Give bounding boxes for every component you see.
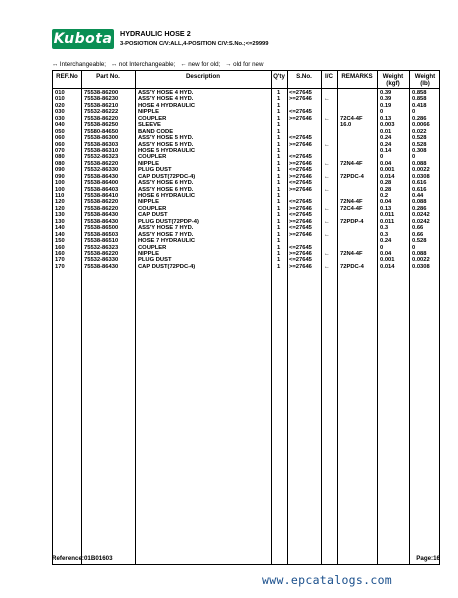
cell-part: 75538-86500	[84, 225, 119, 232]
cell-ref: 030	[55, 115, 65, 122]
cell-remarks: 72N4-4F	[340, 160, 363, 167]
cell-kgf: 0.011	[380, 218, 395, 225]
table-header	[53, 71, 439, 88]
col-header-weight-kgf: Weight (kgf)	[382, 73, 404, 87]
cell-desc: NIPPLE	[138, 160, 159, 167]
cell-desc: HOSE 4 HYDRAULIC	[138, 102, 196, 109]
legend-item: ← new for old;	[180, 61, 221, 68]
col-header-part: Part No.	[96, 73, 120, 80]
cell-lb: 0	[412, 109, 416, 116]
cell-lb: 0.858	[412, 90, 427, 96]
cell-ic: ←	[324, 160, 330, 167]
cell-desc: SLEEVE	[138, 122, 161, 129]
parts-table	[52, 70, 440, 565]
cell-qty: 1	[277, 263, 281, 270]
col-header-qty: Q'ty	[273, 73, 285, 80]
cell-sno: <=27645	[289, 212, 312, 219]
col-header-ic: I/C	[325, 73, 333, 80]
cell-kgf: 0.04	[380, 199, 392, 206]
cell-qty: 1	[277, 250, 281, 257]
cell-sno: >=27646	[289, 173, 312, 180]
cell-desc: COUPLER	[138, 154, 167, 161]
cell-part: 75538-86310	[84, 147, 119, 154]
cell-qty: 1	[277, 193, 281, 199]
cell-ref: 090	[55, 167, 65, 174]
cell-part: 75538-86220	[84, 205, 119, 212]
cell-kgf: 0.011	[380, 212, 395, 219]
cell-desc: HOSE 7 HYDRAULIC	[138, 238, 196, 245]
cell-qty: 1	[277, 122, 281, 129]
cell-desc: HOSE 5 HYDRAULIC	[138, 147, 196, 154]
cell-ref: 150	[55, 238, 65, 245]
cell-ref: 040	[55, 122, 65, 129]
cell-qty: 1	[277, 128, 281, 135]
cell-ic: ←	[324, 141, 330, 148]
cell-sno: <=27645	[289, 167, 312, 174]
cell-sno: >=27646	[289, 231, 312, 238]
cell-sno: >=27646	[289, 263, 312, 270]
cell-ref: 140	[55, 225, 65, 232]
col-header-remarks: REMARKS	[341, 73, 373, 80]
cell-remarks: 72PDP-4	[340, 218, 364, 225]
cell-kgf: 0	[380, 154, 384, 161]
cell-ic: ←	[324, 250, 330, 257]
cell-ref: 100	[55, 180, 65, 187]
page-subtitle: 3-POSIOTION C/V:ALL,4-POSITION C/V:S.No.;<=29999	[120, 41, 269, 47]
cell-ref: 160	[55, 250, 65, 257]
cell-kgf: 0.001	[380, 257, 395, 264]
cell-qty: 1	[277, 160, 281, 167]
cell-lb: 0.528	[412, 135, 427, 142]
cell-kgf: 0.39	[380, 96, 392, 103]
cell-remarks: 72PDC-4	[340, 173, 364, 180]
cell-sno: <=27645	[289, 90, 312, 96]
cell-desc: PLUG DUST	[138, 257, 172, 264]
cell-kgf: 0.2	[380, 193, 389, 199]
cell-kgf: 0.04	[380, 160, 392, 167]
cell-ref: 140	[55, 231, 65, 238]
cell-sno: >=27646	[289, 250, 312, 257]
cell-part: 75538-86503	[84, 231, 119, 238]
cell-desc: PLUG DUST	[138, 167, 172, 174]
cell-part: 75538-86220	[84, 115, 119, 122]
cell-qty: 1	[277, 102, 281, 109]
col-header-description: Description	[185, 73, 221, 80]
cell-sno: <=27645	[289, 225, 312, 232]
cell-qty: 1	[277, 231, 281, 238]
col-header-ref: REF.No	[56, 73, 78, 80]
cell-kgf: 0.01	[380, 128, 392, 135]
cell-kgf: 0.19	[380, 102, 392, 109]
cell-ic: ←	[324, 205, 330, 212]
cell-part: 75538-86430	[84, 263, 119, 270]
cell-qty: 1	[277, 109, 281, 116]
cell-ref: 160	[55, 244, 65, 251]
cell-qty: 1	[277, 205, 281, 212]
cell-sno: >=27646	[289, 186, 312, 193]
cell-ref: 010	[55, 96, 65, 103]
cell-kgf: 0.28	[380, 186, 392, 193]
cell-part: 75532-86330	[84, 167, 119, 174]
cell-ref: 070	[55, 147, 65, 154]
cell-part: 75538-86210	[84, 102, 119, 109]
cell-lb: 0.0066	[412, 122, 430, 129]
cell-lb: 0.0022	[412, 167, 430, 174]
cell-qty: 1	[277, 225, 281, 232]
legend-item: ↔ Interchangeable;	[52, 61, 107, 68]
cell-desc: ASS'Y HOSE 7 HYD.	[138, 225, 194, 232]
cell-ref: 050	[55, 128, 65, 135]
cell-kgf: 0.003	[380, 122, 395, 129]
cell-sno: <=27645	[289, 199, 312, 206]
cell-ic: ←	[324, 173, 330, 180]
cell-kgf: 0.13	[380, 205, 392, 212]
cell-lb: 0.088	[412, 250, 427, 257]
col-header-sno: S.No.	[296, 73, 312, 80]
cell-lb: 0.088	[412, 199, 427, 206]
cell-lb: 0	[412, 154, 416, 161]
header-divider	[53, 88, 439, 89]
cell-part: 75538-86230	[84, 96, 119, 103]
cell-sno: >=27646	[289, 115, 312, 122]
cell-sno: <=27645	[289, 180, 312, 187]
cell-kgf: 0.014	[380, 173, 395, 180]
cell-kgf: 0.24	[380, 141, 392, 148]
cell-qty: 1	[277, 90, 281, 96]
cell-part: 75532-86323	[84, 244, 119, 251]
cell-qty: 1	[277, 147, 281, 154]
page-header	[52, 28, 440, 50]
cell-kgf: 0.24	[380, 135, 392, 142]
cell-part: 75538-86220	[84, 250, 119, 257]
cell-ref: 110	[55, 193, 65, 199]
cell-lb: 0.528	[412, 141, 427, 148]
cell-qty: 1	[277, 180, 281, 187]
cell-ref: 010	[55, 90, 65, 96]
cell-lb: 0.0308	[412, 263, 430, 270]
cell-part: 75538-86200	[84, 90, 119, 96]
cell-qty: 1	[277, 257, 281, 264]
cell-part: 75580-84650	[84, 128, 119, 135]
cell-lb: 0.0242	[412, 218, 430, 225]
catalog-page	[52, 28, 440, 565]
table-body	[53, 90, 439, 270]
cell-desc: ASS'Y HOSE 4 HYD.	[138, 90, 194, 96]
cell-kgf: 0.001	[380, 167, 395, 174]
cell-qty: 1	[277, 141, 281, 148]
cell-ic: ←	[324, 231, 330, 238]
cell-sno: <=27645	[289, 109, 312, 116]
cell-part: 75532-86323	[84, 154, 119, 161]
cell-remarks: 16.0	[340, 122, 352, 129]
cell-ic: ←	[324, 115, 330, 122]
cell-desc: ASS'Y HOSE 6 HYD.	[138, 180, 194, 187]
title-block	[120, 29, 269, 49]
cell-desc: ASS'Y HOSE 6 HYD.	[138, 186, 194, 193]
cell-qty: 1	[277, 212, 281, 219]
cell-ref: 080	[55, 154, 65, 161]
cell-sno: >=27646	[289, 218, 312, 225]
legend-item: ↔ not Interchangeable;	[111, 61, 176, 68]
cell-part: 75538-86430	[84, 173, 119, 180]
cell-desc: CAP DUST	[138, 212, 168, 219]
cell-lb: 0.088	[412, 160, 427, 167]
cell-lb: 0	[412, 244, 416, 251]
cell-sno: >=27646	[289, 205, 312, 212]
cell-kgf: 0	[380, 244, 384, 251]
cell-desc: COUPLER	[138, 205, 167, 212]
cell-ic: ←	[324, 218, 330, 225]
cell-kgf: 0.04	[380, 250, 392, 257]
cell-kgf: 0.39	[380, 90, 392, 96]
cell-lb: 0.44	[412, 193, 424, 199]
cell-desc: ASS'Y HOSE 7 HYD.	[138, 231, 194, 238]
cell-part: 75532-86222	[84, 109, 119, 116]
cell-sno: >=27646	[289, 96, 312, 103]
cell-kgf: 0.14	[380, 147, 392, 154]
cell-desc: NIPPLE	[138, 109, 159, 116]
cell-part: 75538-86430	[84, 212, 119, 219]
cell-remarks: 72N4-4F	[340, 199, 363, 206]
cell-ref: 100	[55, 186, 65, 193]
legend-item: → old for new	[225, 61, 264, 68]
page-footer	[52, 555, 440, 562]
cell-ic: ←	[324, 263, 330, 270]
cell-sno: <=27645	[289, 154, 312, 161]
table-row	[53, 264, 439, 270]
cell-lb: 0.858	[412, 96, 427, 103]
cell-kgf: 0.13	[380, 115, 392, 122]
col-header-weight-lb: Weight (lb)	[414, 73, 436, 87]
cell-lb: 0.022	[412, 128, 427, 135]
cell-desc: COUPLER	[138, 244, 167, 251]
cell-part: 75538-86510	[84, 238, 119, 245]
cell-ref: 120	[55, 199, 65, 206]
cell-ic: ←	[324, 186, 330, 193]
cell-desc: PLUG DUST(72PDP-4)	[138, 218, 199, 225]
cell-remarks: 72PDC-4	[340, 263, 364, 270]
page-number: Page:16	[416, 555, 440, 562]
cell-ref: 130	[55, 218, 65, 225]
cell-desc: NIPPLE	[138, 199, 159, 206]
cell-lb: 0.0242	[412, 212, 430, 219]
cell-lb: 0.616	[412, 180, 427, 187]
cell-kgf: 0.28	[380, 180, 392, 187]
cell-desc: BAND CODE	[138, 128, 174, 135]
cell-sno: >=27646	[289, 141, 312, 148]
cell-qty: 1	[277, 96, 281, 103]
cell-kgf: 0.24	[380, 238, 392, 245]
cell-qty: 1	[277, 199, 281, 206]
cell-ref: 170	[55, 257, 65, 264]
cell-ref: 090	[55, 173, 65, 180]
cell-part: 75538-86300	[84, 135, 119, 142]
cell-lb: 0.286	[412, 205, 427, 212]
cell-sno: >=27646	[289, 160, 312, 167]
cell-ic: ←	[324, 96, 330, 103]
cell-part: 75538-86430	[84, 218, 119, 225]
cell-part: 75538-86400	[84, 180, 119, 187]
cell-lb: 0.66	[412, 231, 424, 238]
cell-ref: 170	[55, 263, 65, 270]
cell-remarks: 72C4-4F	[340, 205, 363, 212]
cell-qty: 1	[277, 244, 281, 251]
cell-lb: 0.0308	[412, 173, 430, 180]
cell-ref: 120	[55, 205, 65, 212]
cell-qty: 1	[277, 135, 281, 142]
page-title: HYDRAULIC HOSE 2	[120, 29, 191, 38]
cell-part: 75532-86330	[84, 257, 119, 264]
cell-sno: <=27645	[289, 135, 312, 142]
cell-desc: ASS'Y HOSE 5 HYD.	[138, 135, 194, 142]
cell-ref: 130	[55, 212, 65, 219]
cell-desc: CAP DUST(72PDC-4)	[138, 173, 196, 180]
kubota-logo: Kubota	[53, 31, 113, 47]
cell-kgf: 0.3	[380, 225, 389, 232]
cell-qty: 1	[277, 238, 281, 245]
watermark: www.epcatalogs.com	[262, 573, 393, 587]
cell-ref: 060	[55, 141, 65, 148]
cell-lb: 0.0022	[412, 257, 430, 264]
interchangeability-legend	[52, 60, 440, 69]
cell-part: 75538-86410	[84, 193, 119, 199]
cell-desc: ASS'Y HOSE 5 HYD.	[138, 141, 194, 148]
cell-lb: 0.286	[412, 115, 427, 122]
cell-qty: 1	[277, 186, 281, 193]
cell-remarks: 72C4-4F	[340, 115, 363, 122]
cell-part: 75538-86403	[84, 186, 119, 193]
cell-kgf: 0.014	[380, 263, 395, 270]
cell-qty: 1	[277, 115, 281, 122]
cell-ref: 060	[55, 135, 65, 142]
cell-sno: <=27645	[289, 244, 312, 251]
cell-part: 75538-86220	[84, 199, 119, 206]
cell-part: 75538-86303	[84, 141, 119, 148]
cell-ref: 080	[55, 160, 65, 167]
cell-desc: COUPLER	[138, 115, 167, 122]
cell-lb: 0.528	[412, 238, 427, 245]
cell-kgf: 0.3	[380, 231, 389, 238]
cell-qty: 1	[277, 167, 281, 174]
cell-lb: 0.66	[412, 225, 424, 232]
cell-ref: 020	[55, 102, 65, 109]
cell-desc: NIPPLE	[138, 250, 159, 257]
cell-qty: 1	[277, 173, 281, 180]
cell-desc: HOSE 6 HYDRAULIC	[138, 193, 196, 199]
cell-desc: CAP DUST(72PDC-4)	[138, 263, 196, 270]
cell-lb: 0.308	[412, 147, 427, 154]
cell-lb: 0.616	[412, 186, 427, 193]
cell-remarks: 72N4-4F	[340, 250, 363, 257]
reference-number: Reference:01B01603	[52, 555, 113, 562]
cell-desc: ASS'Y HOSE 4 HYD.	[138, 96, 194, 103]
cell-sno: <=27645	[289, 257, 312, 264]
cell-qty: 1	[277, 154, 281, 161]
cell-part: 75538-86250	[84, 122, 119, 129]
cell-lb: 0.418	[412, 102, 427, 109]
cell-kgf: 0	[380, 109, 384, 116]
cell-qty: 1	[277, 218, 281, 225]
cell-ref: 030	[55, 109, 65, 116]
cell-part: 75538-86220	[84, 160, 119, 167]
